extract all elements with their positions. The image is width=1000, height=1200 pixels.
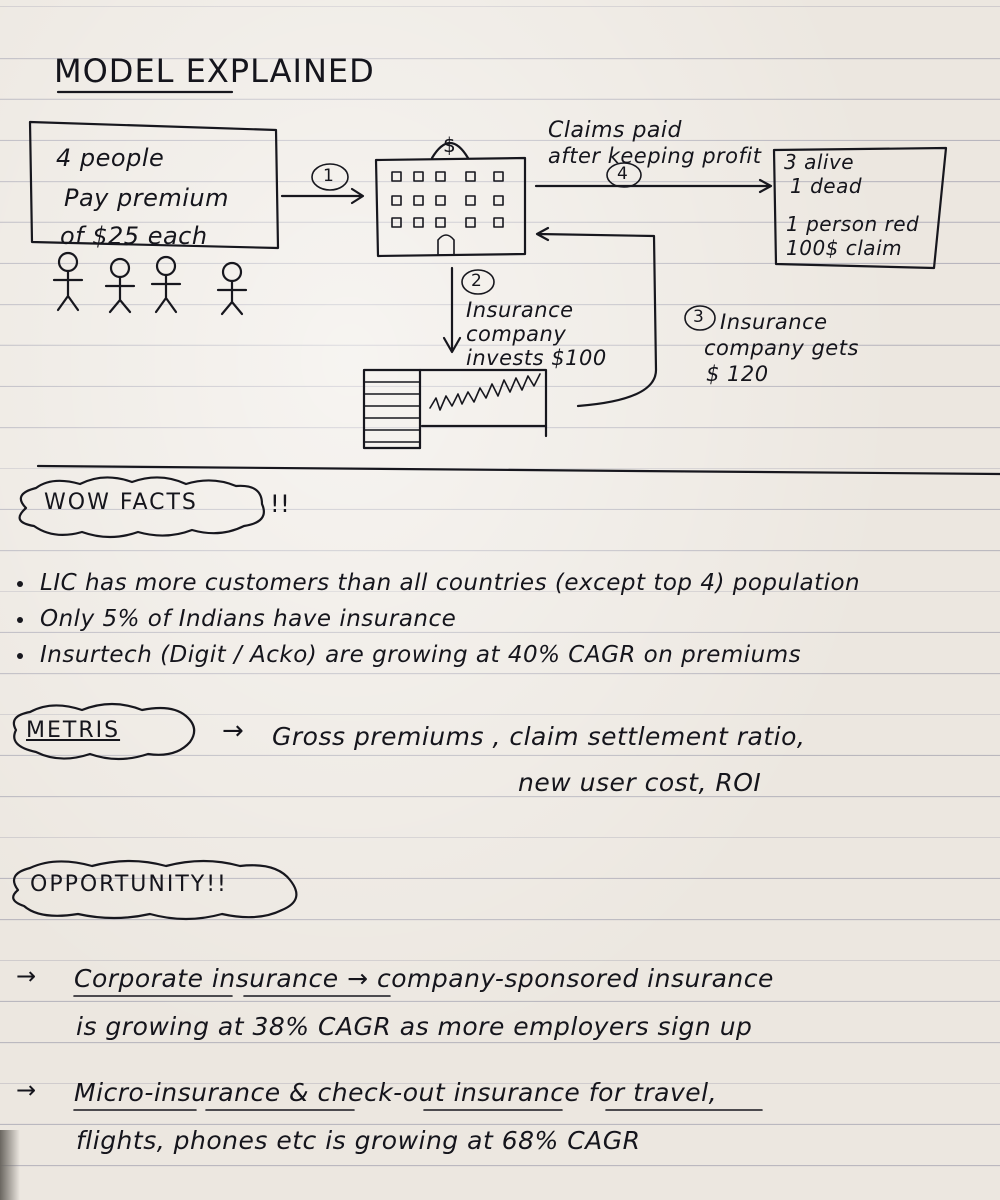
metrics-line-1: Gross premiums , claim settlement ratio, <box>272 722 806 751</box>
step-2-number: 2 <box>471 271 483 291</box>
wow-fact-2: Only 5% of Indians have insurance <box>40 606 457 632</box>
metrics-heading: METRIS <box>26 718 121 743</box>
opportunity-2-arrow: → <box>16 1076 37 1104</box>
step-3-number: 3 <box>693 307 705 327</box>
insurance-building <box>376 143 525 256</box>
opportunity-2-line-2: flights, phones etc is growing at 68% CAGR <box>76 1126 641 1155</box>
building-dollar-sign: $ <box>443 133 457 157</box>
step-4-number: 4 <box>617 164 629 184</box>
metrics-arrow: → <box>222 716 245 746</box>
opportunity-heading: OPPORTUNITY!! <box>30 872 228 897</box>
metrics-line-2: new user cost, ROI <box>518 768 762 797</box>
outcome-line-2: 1 dead <box>790 174 863 198</box>
opportunity-2-line-1 <box>74 1078 717 1107</box>
bullet-dots <box>17 581 23 659</box>
claims-label-line-1: Claims paid <box>548 118 682 143</box>
section-divider <box>38 466 1000 474</box>
wow-facts-heading: WOW FACTS <box>44 490 198 515</box>
return-label-line-3: $ 120 <box>706 362 769 386</box>
arrow-step-4 <box>536 180 771 192</box>
opportunity-1-line-2: is growing at 38% CAGR as more employers sign up <box>76 1012 753 1041</box>
return-label-line-1: Insurance <box>720 310 828 334</box>
people-box-line-3: of $25 each <box>60 222 208 250</box>
invest-label-line-2: company <box>466 322 567 346</box>
wow-fact-1: LIC has more customers than all countries (except top 4) population <box>40 570 861 596</box>
wow-facts-exclaim: !! <box>270 490 291 518</box>
return-label-line-2: company gets <box>704 336 859 360</box>
invest-label-line-3: invests $100 <box>466 346 607 370</box>
outcome-line-1: 3 alive <box>784 150 855 174</box>
wow-fact-3: Insurtech (Digit / Acko) are growing at 40% CAGR on premiums <box>40 642 802 668</box>
travel-text: for travel, <box>580 1078 718 1107</box>
invest-label-line-1: Insurance <box>466 298 574 322</box>
step-1-number: 1 <box>323 166 335 186</box>
check-out-insurance-text: check-out insurance <box>317 1078 581 1107</box>
outcome-line-4: 100$ claim <box>786 236 903 260</box>
corporate-insurance-text: Corporate insurance <box>74 964 339 993</box>
micro-insurance-text: Micro-insurance <box>74 1078 281 1107</box>
opportunity-1-line-1 <box>74 964 774 993</box>
people-box-line-2: Pay premium <box>64 184 230 212</box>
claims-label-line-2: after keeping profit <box>548 144 762 168</box>
people-box-line-1: 4 people <box>56 144 165 172</box>
ampersand-text: & <box>280 1078 318 1107</box>
model-heading: MODEL EXPLAINED <box>54 52 375 90</box>
opportunity-1-arrow: → <box>16 962 37 990</box>
corporate-insurance-detail: → company-sponsored insurance <box>338 964 774 993</box>
stock-chart-drawing <box>364 370 546 448</box>
stick-figures <box>54 253 246 314</box>
arrow-step-1 <box>282 189 363 203</box>
outcome-line-3: 1 person red <box>786 212 920 236</box>
arrow-step-2 <box>444 268 460 352</box>
